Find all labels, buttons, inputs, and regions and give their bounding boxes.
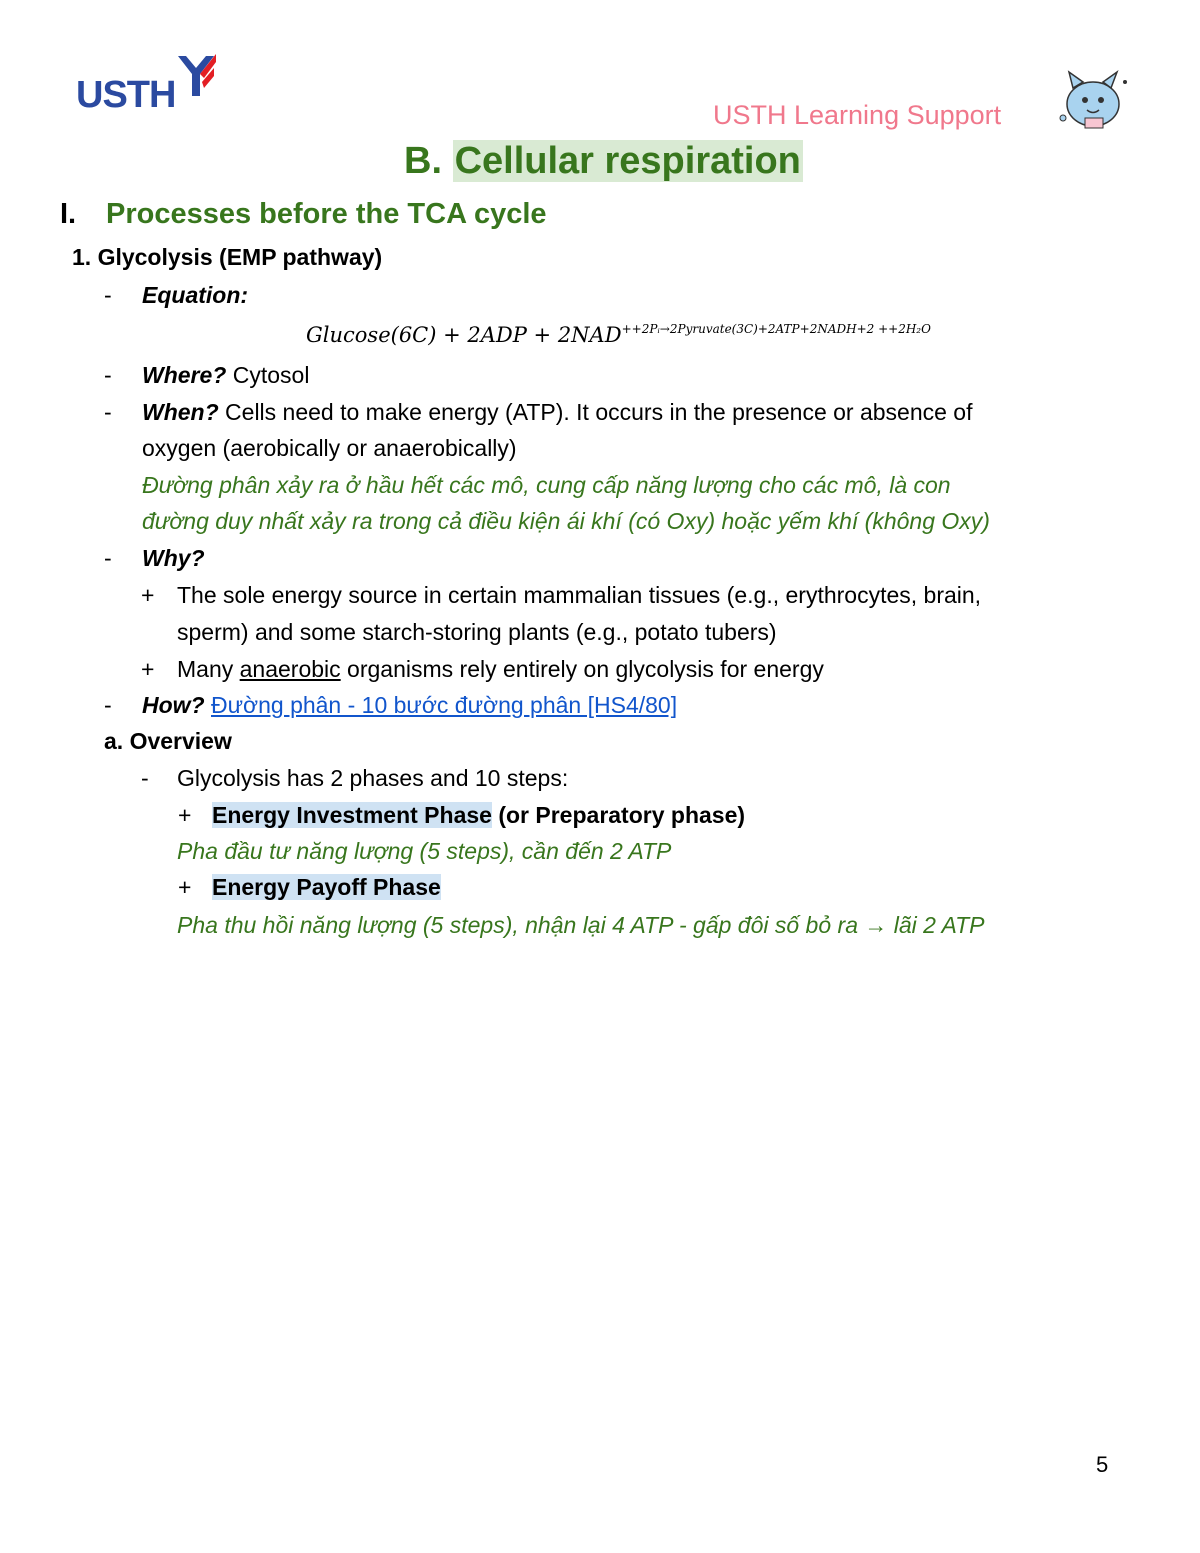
anaerobic-term: anaerobic (239, 656, 341, 682)
why-bullet1-line2: sperm) and some starch-storing plants (e.g., potato tubers) (177, 619, 777, 645)
usth-logo (76, 52, 216, 114)
where-line (142, 362, 309, 389)
phase2-line (212, 874, 441, 901)
why-bullet1-line1: The sole energy source in certain mammalian tissues (e.g., erythrocytes, brain, (177, 582, 982, 608)
bullet-plus: + (141, 656, 155, 682)
phase1-suffix: (or Preparatory phase) (491, 802, 746, 828)
overview-heading: a. Overview (104, 728, 232, 754)
bullet-dash: - (104, 545, 112, 571)
bullet-dash: - (104, 692, 112, 718)
logo-mark-icon (172, 52, 216, 102)
why-bullet2-post: organisms rely entirely on glycolysis for energy (340, 656, 824, 682)
bullet-dash: - (104, 362, 112, 388)
how-line (142, 692, 677, 719)
where-label: Where? (142, 362, 227, 388)
when-vietnamese-line1: Đường phân xảy ra ở hầu hết các mô, cung cấp năng lượng cho các mô, là con (142, 472, 951, 498)
subsection-heading: 1. Glycolysis (EMP pathway) (72, 244, 383, 270)
when-vietnamese-line2: đường duy nhất xảy ra trong cả điều kiện ái khí (có Oxy) hoặc yếm khí (không Oxy) (142, 508, 990, 534)
equation-sup: ++2Pᵢ→2Pyruvate(3C)+2ATP+2NADH+2 ++2H₂O (621, 322, 931, 336)
title-prefix: B. (404, 140, 453, 182)
bullet-plus: + (141, 582, 155, 608)
when-text-line2: oxygen (aerobically or anaerobically) (142, 435, 517, 461)
learning-support-label: USTH Learning Support (713, 100, 1002, 130)
equation-main: Glucose(6C) + 2ADP + 2NAD (306, 323, 622, 347)
bullet-plus: + (178, 874, 192, 900)
when-line (142, 399, 973, 426)
section-number: I. (60, 198, 77, 230)
section-heading (60, 198, 547, 231)
section-text: Processes before the TCA cycle (106, 198, 547, 230)
bullet-dash: - (104, 399, 112, 425)
bullet-dash: - (141, 765, 149, 791)
phase2-vietnamese: Pha thu hồi năng lượng (5 steps), nhận lại 4 ATP - gấp đôi số bỏ ra → lãi 2 ATP (177, 912, 985, 938)
overview-intro: Glycolysis has 2 phases and 10 steps: (177, 765, 569, 791)
bullet-dash: - (104, 282, 112, 308)
phase1-line (212, 802, 745, 829)
how-label: How? (142, 692, 205, 718)
phase2-name: Energy Payoff Phase (212, 874, 441, 900)
glycolysis-steps-link[interactable]: Đường phân - 10 bước đường phân [HS4/80] (211, 692, 678, 718)
phase1-vietnamese: Pha đầu tư năng lượng (5 steps), cần đến 2 ATP (177, 838, 672, 864)
mascot-icon (1055, 68, 1131, 134)
why-bullet2 (177, 656, 824, 683)
equation-label: Equation: (142, 282, 249, 308)
page-title (404, 140, 803, 183)
page-number: 5 (1096, 1452, 1109, 1477)
why-label: Why? (142, 545, 205, 571)
logo-text: USTH (76, 74, 176, 116)
bullet-plus: + (178, 802, 192, 828)
title-text: Cellular respiration (454, 140, 801, 182)
phase1-name: Energy Investment Phase (212, 802, 492, 828)
why-bullet2-pre: Many (177, 656, 240, 682)
when-label: When? (142, 399, 219, 425)
where-text: Cytosol (226, 362, 310, 388)
when-text: Cells need to make energy (ATP). It occurs in the presence or absence of (218, 399, 973, 425)
glycolysis-equation (306, 322, 931, 347)
